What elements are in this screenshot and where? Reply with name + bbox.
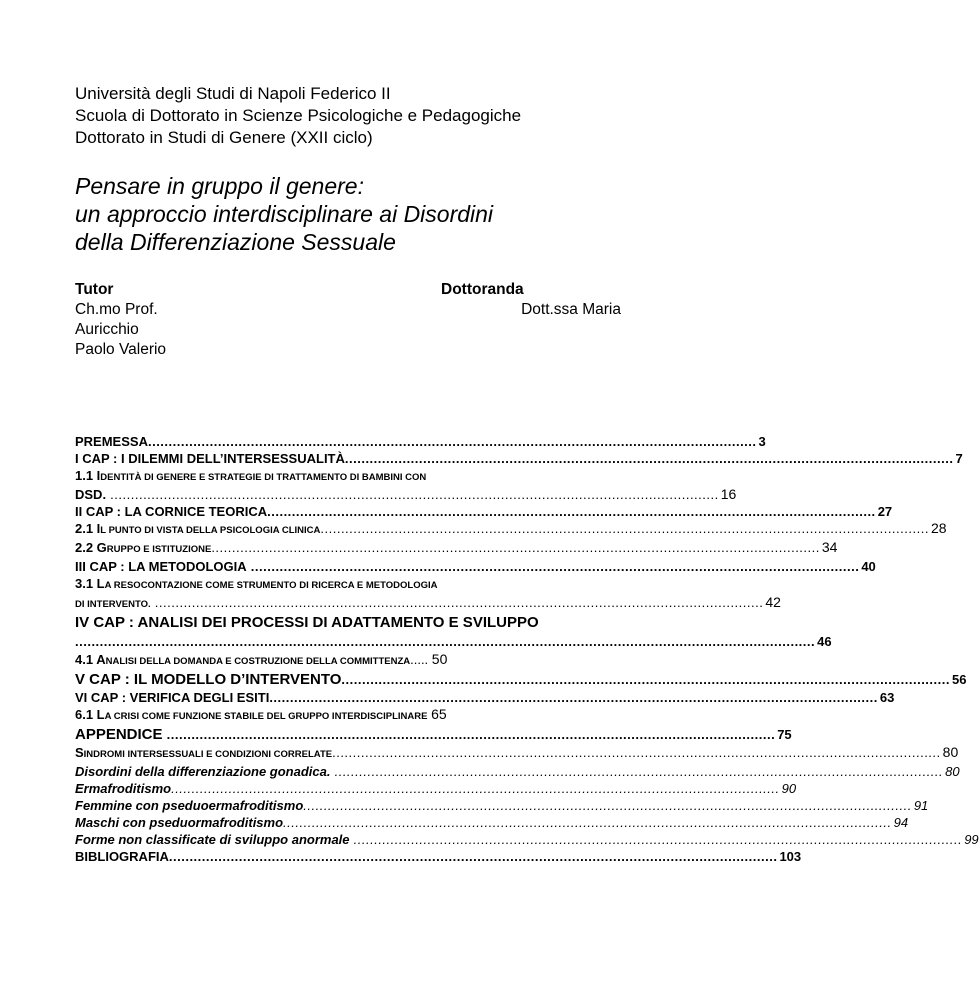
toc-page-number: 90	[781, 781, 797, 796]
toc-entry-2-1[interactable]	[75, 520, 947, 539]
dottoranda-label: Dottoranda	[441, 281, 524, 298]
toc-entry-label: 2.1 IL PUNTO DI VISTA DELLA PSICOLOGIA CLINICA	[75, 521, 321, 536]
toc-entry-label: V CAP : IL MODELLO D’INTERVENTO	[75, 671, 342, 688]
institution-header	[75, 83, 521, 149]
toc-page-number: 80	[942, 744, 959, 760]
toc-entry-cap2[interactable]	[75, 503, 893, 520]
toc-entry-label: II CAP : LA CORNICE TEORICA	[75, 504, 268, 519]
toc-page-number: 103	[779, 849, 802, 864]
table-of-contents	[75, 433, 979, 865]
toc-leader: ....................................................................................................................................................	[332, 745, 941, 760]
tutor-block	[75, 280, 166, 360]
toc-entry-bibliografia[interactable]	[75, 848, 802, 865]
toc-page-number: 63	[879, 690, 895, 705]
toc-entry-cap6[interactable]	[75, 689, 895, 706]
toc-entry-cap5[interactable]	[75, 670, 967, 689]
toc-entry-label: PREMESSA	[75, 434, 148, 449]
toc-page-number: 80	[945, 764, 960, 779]
title-line-2: un approccio interdisciplinare ai Disordini	[75, 201, 494, 227]
toc-page-number: 28	[930, 520, 947, 536]
toc-page-number: 91	[913, 798, 929, 813]
toc-leader: ....................................................................................................................................................	[246, 559, 860, 574]
dottoranda-block	[441, 280, 621, 320]
toc-page-number: 99	[964, 832, 979, 847]
toc-entry-disordini[interactable]	[75, 763, 960, 780]
toc-entry-label: VI CAP : VERIFICA DEGLI ESITI	[75, 690, 270, 705]
toc-entry-label: Disordini della differenziazione gonadica.	[75, 764, 331, 779]
toc-leader: ....................................................................................................................................................................................	[75, 634, 816, 649]
toc-leader: ....................................................................................................................................................	[283, 815, 892, 830]
toc-entry-cap4[interactable]	[75, 613, 832, 651]
toc-entry-2-2[interactable]	[75, 539, 838, 558]
toc-entry-ermafroditismo[interactable]	[75, 780, 797, 797]
toc-entry-label: 6.1 LA CRISI COME FUNZIONE STABILE DEL GRUPPO INTERDISCIPLINARE	[75, 707, 428, 722]
toc-entry-label: Femmine con pseduoermafroditismo	[75, 798, 304, 813]
toc-leader: ....................................................................................................................................................	[150, 595, 764, 610]
toc-entry-forme[interactable]	[75, 831, 979, 848]
toc-leader: ....................................................................................................................................................	[171, 781, 780, 796]
toc-leader: ....................................................................................................................................................	[211, 540, 820, 555]
title-line-3: della Differenziazione Sessuale	[75, 229, 396, 255]
dottoranda-name: Dott.ssa Maria	[521, 301, 621, 318]
toc-page-number: 40	[861, 559, 876, 574]
toc-leader: ....................................................................................................................................................	[303, 798, 912, 813]
toc-leader: ....................................................................................................................................................	[106, 487, 719, 502]
toc-page-number: 50	[431, 651, 448, 667]
university-name: Università degli Studi di Napoli Federico II	[75, 84, 391, 103]
toc-leader: ....................................................................................................................................................	[341, 672, 950, 687]
toc-leader: ....................................................................................................................................................	[168, 849, 778, 864]
toc-leader: ....................................................................................................................................................	[147, 434, 757, 449]
toc-entry-label: I CAP : I DILEMMI DELL’INTERSESSUALITÀ	[75, 451, 345, 466]
toc-entry-cap3[interactable]	[75, 558, 876, 575]
toc-entry-label: 2.2 GRUPPO E ISTITUZIONE	[75, 540, 212, 555]
toc-page-number: 46	[817, 634, 832, 649]
toc-leader: ....................................................................................................................................................	[330, 764, 944, 779]
toc-entry-continuation: DI INTERVENTO.	[75, 599, 151, 610]
toc-entry-cap1[interactable]	[75, 450, 963, 467]
toc-entry-label: Forme non classificate di sviluppo anormale	[75, 832, 350, 847]
title-line-1: Pensare in gruppo il genere:	[75, 173, 364, 199]
tutor-label: Tutor	[75, 281, 114, 298]
thesis-title	[75, 172, 493, 256]
toc-leader: ....................................................................................................................................................	[349, 832, 963, 847]
toc-page-number: 16	[720, 486, 737, 502]
toc-entry-4-1[interactable]	[75, 651, 595, 670]
toc-entry-label: Ermafroditismo	[75, 781, 172, 796]
toc-entry-continuation: DSD.	[75, 487, 107, 502]
toc-entry-label: 1.1 IDENTITÀ DI GENERE E STRATEGIE DI TRATTAMENTO DI BAMBINI CON	[75, 468, 427, 483]
toc-leader: ....................................................................................................................................................	[344, 451, 954, 466]
toc-entry-3-1[interactable]	[75, 575, 781, 613]
toc-entry-maschi[interactable]	[75, 814, 909, 831]
toc-page-number: 75	[777, 727, 792, 742]
tutor-line-1: Ch.mo Prof.	[75, 301, 158, 318]
toc-page-number: 3	[758, 434, 766, 449]
toc-entry-label: BIBLIOGRAFIA	[75, 849, 169, 864]
toc-leader: ....................................................................................................................................................	[162, 727, 776, 742]
toc-leader: .....	[410, 652, 429, 667]
toc-entry-appendice[interactable]	[75, 725, 792, 744]
toc-page-number: 65	[431, 706, 447, 722]
tutor-line-3: Paolo Valerio	[75, 341, 167, 358]
toc-page-number: 94	[893, 815, 909, 830]
toc-entry-label: 3.1 LA RESOCONTAZIONE COME STRUMENTO DI RICERCA E METODOLOGIA	[75, 576, 438, 591]
program-name: Dottorato in Studi di Genere (XXII ciclo)	[75, 128, 373, 147]
toc-page-number: 7	[955, 451, 963, 466]
toc-entry-sindromi[interactable]	[75, 744, 959, 763]
tutor-line-2: Auricchio	[75, 321, 139, 338]
toc-leader: ....................................................................................................................................................	[320, 521, 929, 536]
toc-entry-femmine[interactable]	[75, 797, 929, 814]
toc-page-number: 42	[765, 594, 781, 610]
toc-entry-label: APPENDICE	[75, 726, 163, 743]
toc-entry-label: Maschi con pseduormafroditismo	[75, 815, 284, 830]
toc-entry-label: 4.1 ANALISI DELLA DOMANDA E COSTRUZIONE DELLA COMMITTENZA	[75, 652, 411, 667]
toc-entry-1-1[interactable]	[75, 467, 737, 503]
toc-entry-premessa[interactable]	[75, 433, 766, 450]
toc-entry-label: IV CAP : ANALISI DEI PROCESSI DI ADATTAMENTO E SVILUPPO	[75, 614, 539, 631]
toc-leader: ....................................................................................................................................................	[267, 504, 876, 519]
toc-entry-6-1[interactable]	[75, 706, 595, 725]
school-name: Scuola di Dottorato in Scienze Psicologiche e Pedagogiche	[75, 106, 522, 125]
toc-leader: ....................................................................................................................................................	[269, 690, 878, 705]
toc-entry-label: SINDROMI INTERSESSUALI E CONDIZIONI CORRELATE	[75, 745, 333, 760]
toc-page-number: 34	[821, 539, 838, 555]
toc-page-number: 27	[877, 504, 893, 519]
toc-page-number: 56	[951, 672, 967, 687]
toc-entry-label: III CAP : LA METODOLOGIA	[75, 559, 247, 574]
